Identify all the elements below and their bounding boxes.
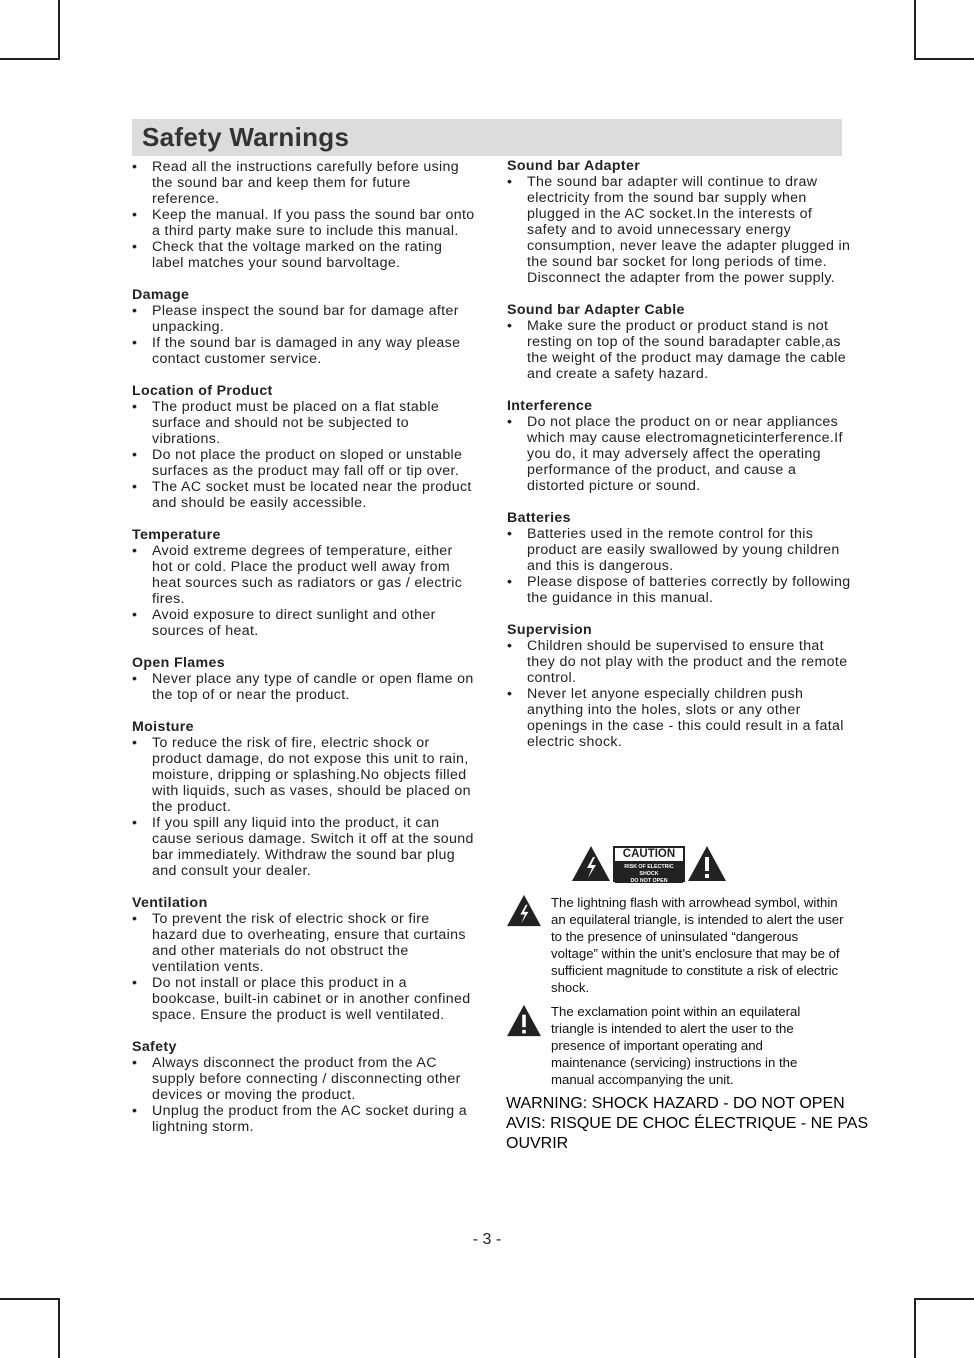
list-item: • Keep the manual. If you pass the sound bar onto a third party make sure to include this manual. — [132, 207, 477, 239]
section-location — [132, 383, 477, 511]
section-damage — [132, 287, 477, 367]
exclamation-warning-icon — [506, 1004, 542, 1037]
section-heading: Supervision — [507, 622, 593, 638]
section-heading: Safety — [132, 1039, 177, 1055]
section-heading: Location of Product — [132, 383, 273, 399]
list-item: • Do not place the product on sloped or unstable surfaces as the product may fall off or tip over. — [132, 447, 477, 479]
section-batteries — [507, 510, 852, 606]
section-safety — [132, 1039, 477, 1135]
section-temperature — [132, 527, 477, 639]
section-intro — [132, 159, 477, 271]
list-item: • Unplug the product from the AC socket during a lightning storm. — [132, 1103, 477, 1135]
list-item: • Do not install or place this product in a bookcase, built-in cabinet or in another confined space. Ensure the product is well ventilated. — [132, 975, 477, 1023]
crop-mark — [0, 1298, 60, 1300]
list-item: • Do not place the product on or near appliances which may cause electromagneticinterference.If you do, it may adversely affect the operating performance of the product, and cause a distorted picture or sound. — [507, 414, 852, 494]
section-heading: Moisture — [132, 719, 194, 735]
list-item: • Please dispose of batteries correctly by following the guidance in this manual. — [507, 574, 852, 606]
section-open-flames — [132, 655, 477, 703]
crop-mark — [914, 1298, 974, 1300]
section-heading: Interference — [507, 398, 593, 414]
title-bar — [132, 119, 842, 156]
exclamation-description: The exclamation point within an equilateral triangle is intended to alert the user to the presence of important operating and maintenance (servicing) instructions in the manual accompanying the unit. — [551, 1004, 801, 1087]
page-title: Safety Warnings — [142, 122, 350, 152]
caution-sign-group — [570, 843, 728, 883]
crop-mark — [914, 1298, 916, 1358]
list-item: • To reduce the risk of fire, electric shock or product damage, do not expose this unit to rain, moisture, dripping or splashing.No objects filled with liquids, such as vases, should be placed on the product. — [132, 735, 477, 815]
warning-english: WARNING: SHOCK HAZARD - DO NOT OPEN — [506, 1095, 845, 1112]
section-heading: Ventilation — [132, 895, 208, 911]
list-item: • Never let anyone especially children push anything into the holes, slots or any other openings in the case - this could result in a fatal electric shock. — [507, 686, 852, 750]
crop-mark — [0, 58, 60, 60]
section-adapter-cable — [507, 302, 852, 382]
section-heading: Damage — [132, 287, 190, 303]
warning-french: AVIS: RISQUE DE CHOC ÉLECTRIQUE - NE PAS OUVRIR — [506, 1115, 869, 1152]
caution-word: CAUTION — [615, 848, 683, 862]
list-item: • Always disconnect the product from the AC supply before connecting / disconnecting other devices or moving the product. — [132, 1055, 477, 1103]
section-ventilation — [132, 895, 477, 1023]
right-column — [507, 158, 852, 766]
section-heading: Sound bar Adapter Cable — [507, 302, 685, 318]
lightning-warning-icon — [506, 894, 542, 927]
section-adapter — [507, 158, 852, 286]
section-supervision — [507, 622, 852, 750]
caution-label — [613, 846, 685, 882]
list-item: • Children should be supervised to ensure that they do not play with the product and the remote control. — [507, 638, 852, 686]
list-item: • The AC socket must be located near the product and should be easily accessible. — [132, 479, 477, 511]
left-column — [132, 159, 477, 1151]
shock-warning — [506, 1094, 906, 1154]
list-item: • If you spill any liquid into the product, it can cause serious damage. Switch it off at the sound bar immediately. Withdraw the sound bar plug and consult your dealer. — [132, 815, 477, 879]
page-number: - 3 - — [472, 1231, 502, 1248]
lightning-warning-icon — [571, 845, 611, 882]
list-item: • The sound bar adapter will continue to draw electricity from the sound bar supply when plugged in the AC socket.In the interests of safety and to avoid unnecessary energy consumption, never leave the adapter plugged in the sound bar socket for long periods of time. Disconnect the adapter from the power supply. — [507, 174, 852, 286]
crop-mark — [914, 0, 916, 60]
list-item: • To prevent the risk of electric shock or fire hazard due to overheating, ensure that curtains and other materials do not obstruct the ventilation vents. — [132, 911, 477, 975]
list-item: • Batteries used in the remote control for this product are easily swallowed by young children and this is dangerous. — [507, 526, 852, 574]
list-item: • Please inspect the sound bar for damage after unpacking. — [132, 303, 477, 335]
exclamation-warning-icon — [687, 845, 727, 882]
list-item: • If the sound bar is damaged in any way please contact customer service. — [132, 335, 477, 367]
list-item: • Read all the instructions carefully before using the sound bar and keep them for future reference. — [132, 159, 477, 207]
section-heading: Temperature — [132, 527, 221, 543]
section-heading: Sound bar Adapter — [507, 158, 641, 174]
section-heading: Batteries — [507, 510, 571, 526]
list-item: • Avoid exposure to direct sunlight and other sources of heat. — [132, 607, 477, 639]
caution-subtext: RISK OF ELECTRIC SHOCK DO NOT OPEN — [615, 862, 683, 883]
list-item: • Never place any type of candle or open flame on the top of or near the product. — [132, 671, 477, 703]
crop-mark — [914, 58, 974, 60]
lightning-description: The lightning flash with arrowhead symbol, within an equilateral triangle, is intended to alert the user to the presence of uninsulated “dangerous voltage” within the unit’s enclosure that may be of sufficient magnitude to constitute a risk of electric shock. — [551, 895, 844, 995]
section-heading: Open Flames — [132, 655, 225, 671]
list-item: • Avoid extreme degrees of temperature, either hot or cold. Place the product well away from heat sources such as radiators or gas / electric fires. — [132, 543, 477, 607]
list-item: • The product must be placed on a flat stable surface and should not be subjected to vibrations. — [132, 399, 477, 447]
section-moisture — [132, 719, 477, 879]
crop-mark — [58, 0, 60, 60]
list-item: • Check that the voltage marked on the rating label matches your sound barvoltage. — [132, 239, 477, 271]
section-interference — [507, 398, 852, 494]
crop-mark — [58, 1298, 60, 1358]
list-item: • Make sure the product or product stand is not resting on top of the sound baradapter cable,as the weight of the product may damage the cable and create a safety hazard. — [507, 318, 852, 382]
